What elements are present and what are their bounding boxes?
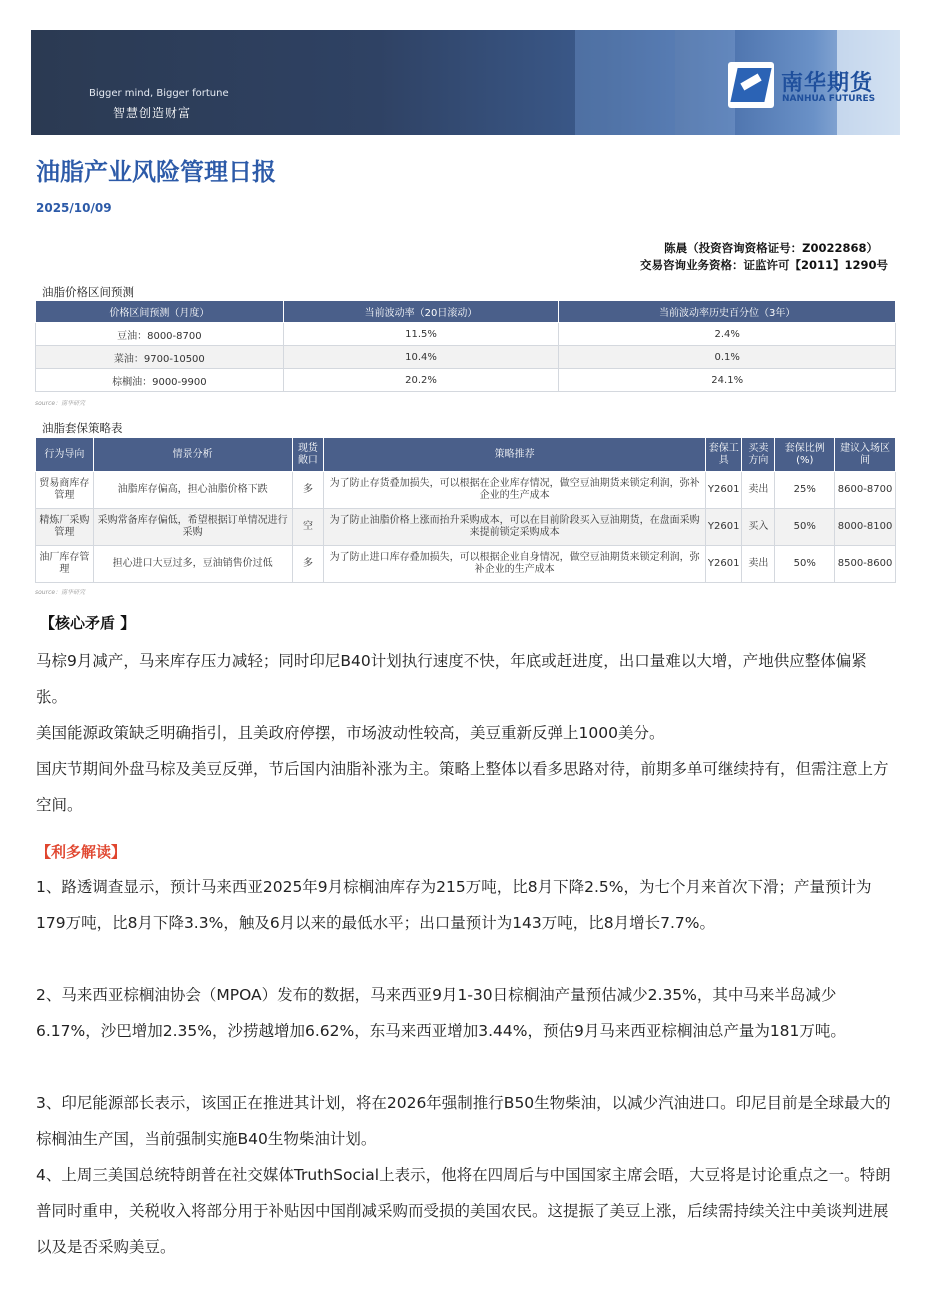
- table-cell: 买入: [742, 509, 775, 546]
- table-header: 买卖方向: [742, 438, 775, 472]
- table-source: source：南华研究: [35, 589, 86, 596]
- report-title: 油脂产业风险管理日报: [36, 158, 276, 186]
- table-cell: 10.4%: [283, 346, 559, 369]
- table-cell: 8600-8700: [835, 472, 896, 509]
- table-cell: 24.1%: [559, 369, 896, 392]
- bullish-heading: 【利多解读】: [36, 843, 127, 861]
- table-header: 当前波动率（20日滚动）: [283, 301, 559, 323]
- table-cell: 11.5%: [283, 323, 559, 346]
- table-cell: 豆油：8000-8700: [36, 323, 284, 346]
- analyst-info: [640, 240, 888, 274]
- table-cell: 菜油：9700-10500: [36, 346, 284, 369]
- table-cell: 卖出: [742, 472, 775, 509]
- table-cell: 为了防止存货叠加损失，可以根据在企业库存情况，做空豆油期货来锁定利润，弥补企业的生产成本: [324, 472, 706, 509]
- table-cell: 为了防止油脂价格上涨而抬升采购成本，可以在目前阶段买入豆油期货，在盘面采购来提前锁定采购成本: [324, 509, 706, 546]
- bullish-paragraph: 3、印尼能源部长表示，该国正在推进其计划，将在2026年强制推行B50生物柴油，以减少汽油进口。印尼目前是全球最大的棕榈油生产国，当前强制实施B40生物柴油计划。: [36, 1094, 891, 1148]
- table-cell: 50%: [775, 546, 835, 583]
- table-header: 行为导向: [36, 438, 94, 472]
- table-cell: 棕榈油：9000-9900: [36, 369, 284, 392]
- core-paragraph: 马棕9月减产，马来库存压力减轻；同时印尼B40计划执行速度不快，年底或赶进度，出口量难以大增，产地供应整体偏紧张。: [36, 652, 867, 706]
- table-header: 现货敞口: [292, 438, 324, 472]
- table-cell: 油脂库存偏高，担心油脂价格下跌: [93, 472, 292, 509]
- table-row: [36, 369, 896, 392]
- table-cell: 25%: [775, 472, 835, 509]
- table-cell: 8000-8100: [835, 509, 896, 546]
- table-header: 策略推荐: [324, 438, 706, 472]
- banner-stripe: [675, 30, 735, 135]
- table-cell: 0.1%: [559, 346, 896, 369]
- table-header: 套保比例(%): [775, 438, 835, 472]
- table-header-row: [36, 438, 896, 472]
- logo-text-en: NANHUA FUTURES: [782, 94, 876, 104]
- report-date: 2025/10/09: [36, 201, 112, 215]
- slogan-cn: 智慧创造财富: [113, 106, 192, 120]
- table-cell: Y2601: [705, 472, 742, 509]
- table-cell: 为了防止进口库存叠加损失，可以根据企业自身情况，做空豆油期货来锁定利润，弥补企业的生产成本: [324, 546, 706, 583]
- table-cell: Y2601: [705, 546, 742, 583]
- banner-stripe: [575, 30, 675, 135]
- table-cell: 20.2%: [283, 369, 559, 392]
- table-cell: 担心进口大豆过多，豆油销售价过低: [93, 546, 292, 583]
- bullish-paragraph: 1、路透调查显示，预计马来西亚2025年9月棕榈油库存为215万吨，比8月下降2.5%，为七个月来首次下滑；产量预计为179万吨，比8月下降3.3%，触及6月以来的最低水平；出口量预计为143万吨，比8月增长7.7%。: [36, 878, 872, 932]
- table-cell: 50%: [775, 509, 835, 546]
- logo-text-cn: 南华期货: [781, 71, 874, 96]
- price-table-label: 油脂价格区间预测: [42, 285, 134, 299]
- table-cell: 油厂库存管理: [36, 546, 94, 583]
- table-row: [36, 546, 896, 583]
- header-banner: [31, 30, 900, 135]
- slogan-en: Bigger mind, Bigger fortune: [89, 88, 229, 99]
- table-cell: 精炼厂采购管理: [36, 509, 94, 546]
- table-row: [36, 323, 896, 346]
- table-header: 情景分析: [93, 438, 292, 472]
- table-cell: 贸易商库存管理: [36, 472, 94, 509]
- table-cell: Y2601: [705, 509, 742, 546]
- hedge-strategy-table: [35, 437, 896, 583]
- table-source: source：南华研究: [35, 400, 86, 407]
- table-cell: 卖出: [742, 546, 775, 583]
- nanhua-logo-icon: [728, 62, 774, 108]
- analyst-name: 陈晨（投资咨询资格证号：Z0022868）: [664, 241, 878, 255]
- table-cell: 采购常备库存偏低，希望根据订单情况进行采购: [93, 509, 292, 546]
- core-paragraph: 美国能源政策缺乏明确指引，且美政府停摆，市场波动性较高，美豆重新反弹上1000美分。: [36, 724, 665, 742]
- table-row: [36, 346, 896, 369]
- hedge-table-label: 油脂套保策略表: [42, 421, 123, 435]
- table-header: 价格区间预测（月度）: [36, 301, 284, 323]
- analyst-license: 交易咨询业务资格：证监许可【2011】1290号: [639, 258, 888, 272]
- table-cell: 空: [292, 509, 324, 546]
- table-header: 套保工具: [705, 438, 742, 472]
- core-heading: 【核心矛盾 】: [40, 614, 136, 632]
- bullish-paragraph: 4、上周三美国总统特朗普在社交媒体TruthSocial上表示，他将在四周后与中国国家主席会晤，大豆将是讨论重点之一。特朗普同时重申，关税收入将部分用于补贴因中国削减采购而受损的美国农民。这提振了美豆上涨，后续需持续关注中美谈判进展以及是否采购美豆。: [36, 1166, 891, 1256]
- table-cell: 多: [292, 472, 324, 509]
- table-cell: 2.4%: [559, 323, 896, 346]
- table-header-row: [36, 301, 896, 323]
- price-range-table: [35, 300, 896, 392]
- table-header: 当前波动率历史百分位（3年）: [559, 301, 896, 323]
- table-cell: 8500-8600: [835, 546, 896, 583]
- table-row: [36, 472, 896, 509]
- table-cell: 多: [292, 546, 324, 583]
- bullish-paragraph: 2、马来西亚棕榈油协会（MPOA）发布的数据，马来西亚9月1-30日棕榈油产量预估减少2.35%，其中马来半岛减少6.17%，沙巴增加2.35%，沙捞越增加6.62%，东马来西亚增加3.44%，预估9月马来西亚棕榈油总产量为181万吨。: [36, 986, 846, 1040]
- table-header: 建议入场区间: [835, 438, 896, 472]
- table-row: [36, 509, 896, 546]
- core-paragraph: 国庆节期间外盘马棕及美豆反弹，节后国内油脂补涨为主。策略上整体以看多思路对待，前期多单可继续持有，但需注意上方空间。: [36, 760, 889, 814]
